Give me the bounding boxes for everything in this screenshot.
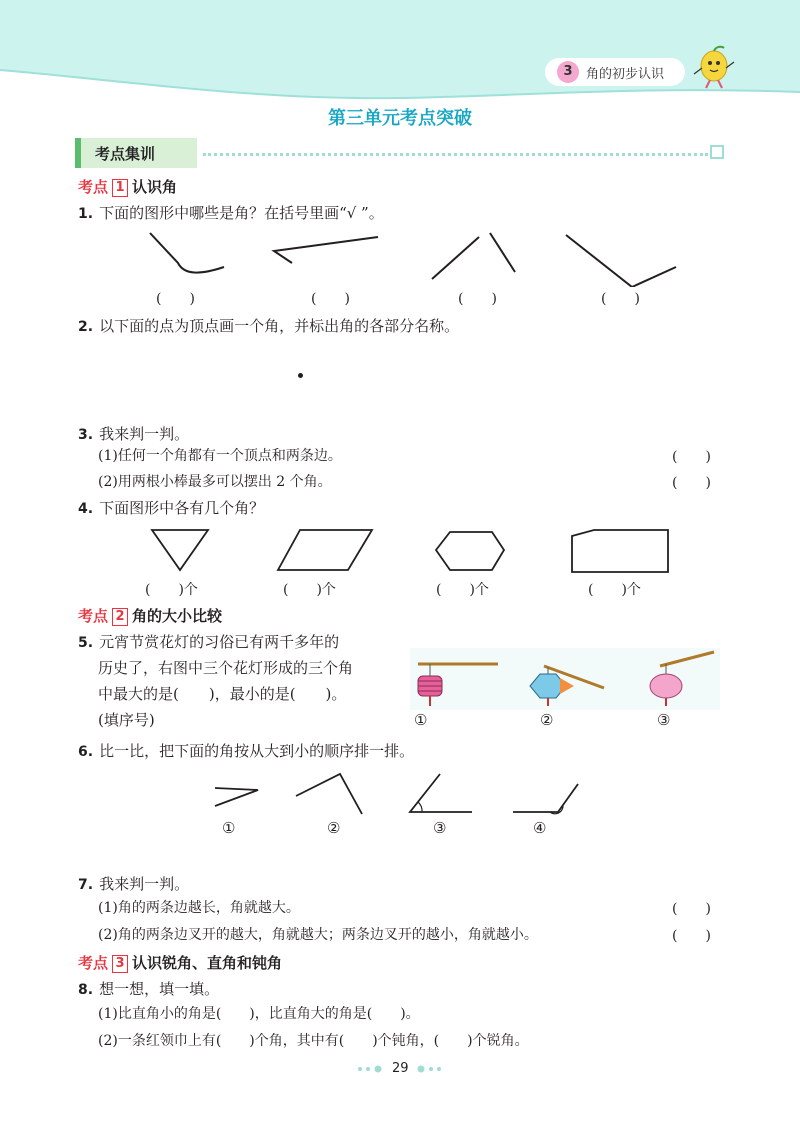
question-4: 4. 下面图形中各有几个角？ (78, 499, 265, 517)
q2-vertex-dot[interactable] (298, 373, 303, 378)
question-1: 1. 下面的图形中哪些是角？在括号里画“√ ”。 (78, 204, 384, 222)
q4-parallelogram (278, 530, 372, 570)
q4-blank-2[interactable]: ( )个 (283, 582, 336, 598)
q1-angle-3 (432, 233, 515, 279)
q7-blank-2[interactable]: ( ) (672, 928, 711, 944)
question-3: 3. 我来判一判。 (78, 425, 190, 443)
q1-blank-3[interactable]: ( ) (458, 291, 497, 307)
q6-angle-4 (513, 784, 578, 812)
page-number: 29 (392, 1061, 409, 1076)
question-1-text: 下面的图形中哪些是角？在括号里画“√ ”。 (99, 204, 384, 222)
q8-item-1: (1)比直角小的角是( )，比直角大的角是( )。 (98, 1006, 420, 1022)
q7-blank-1[interactable]: ( ) (672, 901, 711, 917)
kaodian-2-heading: 考点 2 角的大小比较 (78, 607, 223, 625)
kaodian-3-title: 认识锐角、直角和钝角 (132, 954, 283, 972)
q6-label-3: ③ (433, 819, 447, 837)
q3-item-1: (1)任何一个角都有一个顶点和两条边。 (98, 448, 342, 464)
q6-angle-3-arc (418, 802, 422, 812)
q6-angles (200, 768, 590, 816)
question-4-text: 下面图形中各有几个角？ (99, 499, 265, 517)
q5-lanterns-figure (410, 648, 720, 710)
q6-angle-3 (410, 774, 472, 812)
q4-shapes (140, 526, 700, 578)
q4-blank-3[interactable]: ( )个 (436, 582, 489, 598)
q6-label-1: ① (222, 819, 236, 837)
kaodian-1-title: 认识角 (132, 178, 178, 196)
question-5-line-4: (填序号) (98, 711, 155, 729)
q4-triangle (152, 530, 208, 570)
question-6: 6. 比一比，把下面的角按从大到小的顺序排一排。 (78, 742, 415, 760)
q4-blank-1[interactable]: ( )个 (145, 582, 198, 598)
q5-label-2: ② (540, 711, 554, 729)
question-8-text: 想一想，填一填。 (99, 980, 220, 998)
q1-angle-4 (566, 235, 676, 287)
q6-label-4: ④ (533, 819, 547, 837)
q8-item-2: (2)一条红领巾上有( )个角，其中有( )个钝角，( )个锐角。 (98, 1033, 529, 1049)
kaodian-2-title: 角的大小比较 (132, 607, 223, 625)
q3-blank-2[interactable]: ( ) (672, 475, 711, 491)
lemon-mascot-icon (690, 44, 740, 90)
q6-angle-1 (215, 788, 258, 806)
header-band (0, 0, 800, 110)
question-3-text: 我来判一判。 (99, 425, 190, 443)
q5-label-3: ③ (657, 711, 671, 729)
q1-blank-4[interactable]: ( ) (601, 291, 640, 307)
chapter-title: 角的初步认识 (586, 67, 665, 82)
page-title: 第三单元考点突破 (328, 108, 472, 129)
question-7-text: 我来判一判。 (99, 875, 190, 893)
q1-figures (140, 225, 700, 287)
section-rule-end-square (710, 145, 724, 159)
kaodian-3-heading: 考点 3 认识锐角、直角和钝角 (78, 954, 283, 972)
question-8: 8. 想一想，填一填。 (78, 980, 220, 998)
q7-item-1: (1)角的两条边越长，角就越大。 (98, 900, 300, 916)
page-number-dots-left (356, 1064, 386, 1074)
page-number-dots-right (414, 1064, 444, 1074)
question-6-text: 比一比，把下面的角按从大到小的顺序排一排。 (99, 742, 415, 760)
section-dotted-rule (203, 153, 708, 156)
q1-angle-2 (274, 237, 378, 263)
q3-blank-1[interactable]: ( ) (672, 449, 711, 465)
q3-item-2: (2)用两根小棒最多可以摆出 2 个角。 (98, 474, 332, 490)
chapter-number-badge (557, 61, 579, 83)
q4-pentagon (572, 530, 668, 572)
section-tag (75, 138, 197, 168)
q5-lantern-3-icon (650, 674, 682, 698)
question-5-line-2: 历史了，右图中三个花灯形成的三个角 (98, 659, 354, 677)
q1-curved-shape (150, 233, 224, 273)
q5-label-1: ① (414, 711, 428, 729)
q6-angle-2 (296, 774, 362, 814)
q4-blank-4[interactable]: ( )个 (588, 582, 641, 598)
section-tag-label: 考点集训 (95, 145, 156, 163)
chapter-number: 3 (563, 64, 573, 79)
question-5-line-1: 元宵节赏花灯的习俗已有两千多年的 (99, 633, 340, 651)
question-5: 5. 元宵节赏花灯的习俗已有两千多年的 (78, 633, 340, 651)
question-7: 7. 我来判一判。 (78, 875, 190, 893)
q4-hexagon (436, 532, 504, 570)
q1-blank-2[interactable]: ( ) (311, 291, 350, 307)
q6-label-2: ② (327, 819, 341, 837)
q7-item-2: (2)角的两条边叉开的越大，角就越大；两条边叉开的越小，角就越小。 (98, 927, 538, 943)
question-2: 2. 以下面的点为顶点画一个角，并标出角的各部分名称。 (78, 317, 460, 335)
question-2-text: 以下面的点为顶点画一个角，并标出角的各部分名称。 (99, 317, 460, 335)
q1-blank-1[interactable]: ( ) (156, 291, 195, 307)
kaodian-1-heading: 考点 1 认识角 (78, 178, 178, 196)
question-5-line-3: 中最大的是( )，最小的是( )。 (98, 685, 347, 703)
